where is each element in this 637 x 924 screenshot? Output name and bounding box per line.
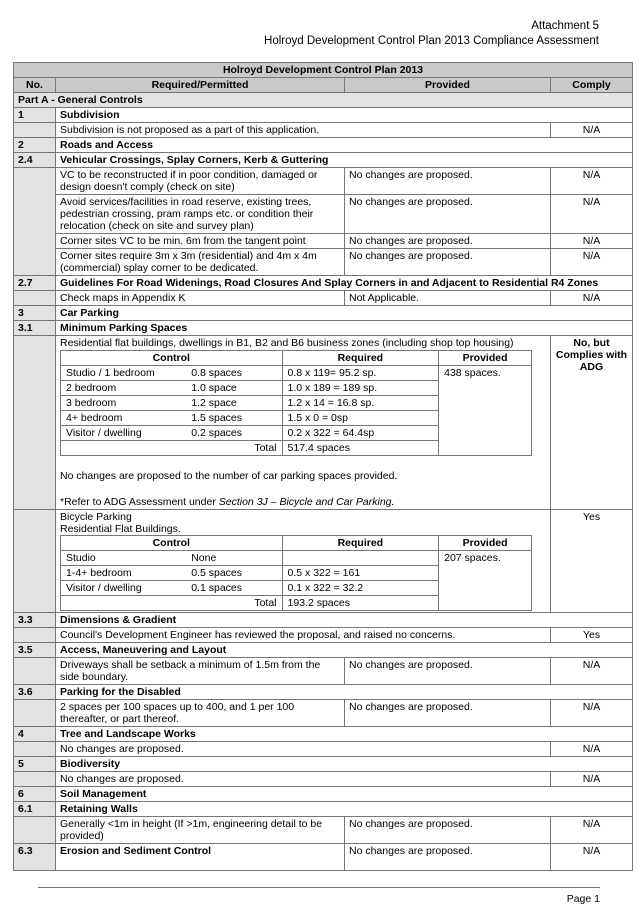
required-text: Subdivision is not proposed as a part of this application. [56, 123, 551, 138]
required-calc: 0.2 x 322 = 64.4sp [282, 426, 439, 441]
document-title: Holroyd Development Control Plan 2013 Compliance Assessment [264, 35, 599, 47]
table-row [14, 844, 633, 871]
section-title: Minimum Parking Spaces [56, 321, 633, 336]
required-calc: 0.5 x 322 = 161 [282, 566, 439, 581]
comply-value: N/A [551, 772, 633, 787]
required-text: No changes are proposed. [56, 742, 551, 757]
bicycle-parking-table [60, 535, 532, 611]
bicycle-rate: 0.1 spaces [186, 581, 282, 596]
col-header-comply: Comply [551, 78, 633, 93]
section-title: Car Parking [56, 306, 633, 321]
comply-value: N/A [551, 249, 633, 276]
comply-value: N/A [551, 700, 633, 727]
section-title: Biodiversity [56, 757, 633, 772]
provided-spaces: 438 spaces. [439, 366, 532, 456]
table-row [14, 336, 633, 510]
parking-rate: 1.2 space [186, 396, 282, 411]
footer-divider [38, 887, 600, 888]
required-text: Council's Development Engineer has reviewed the proposal, and raised no concerns. [56, 628, 551, 643]
provided-text: Not Applicable. [345, 291, 551, 306]
total-label: Total [61, 596, 283, 611]
dwelling-type: Studio [61, 551, 187, 566]
required-text: 2 spaces per 100 spaces up to 400, and 1 per 100 thereafter, or part thereof. [56, 700, 345, 727]
inner-header-required: Required [282, 351, 439, 366]
inner-header-control: Control [61, 351, 283, 366]
table-row [14, 195, 633, 234]
section-title: Access, Maneuvering and Layout [56, 643, 633, 658]
comply-value: Yes [551, 510, 633, 613]
comply-value: Yes [551, 628, 633, 643]
section-title: Retaining Walls [56, 802, 633, 817]
section-number: 3.5 [14, 643, 56, 658]
inner-header-required: Required [282, 536, 439, 551]
car-parking-table [60, 350, 532, 456]
bicycle-rate: None [186, 551, 282, 566]
required-calc: 1.5 x 0 = 0sp [282, 411, 439, 426]
dwelling-type: 2 bedroom [61, 381, 187, 396]
table-row [14, 817, 633, 844]
section-title: Soil Management [56, 787, 633, 802]
provided-text: No changes are proposed. [345, 249, 551, 276]
section-number: 3.6 [14, 685, 56, 700]
residential-heading: Residential flat buildings, dwellings in B1, B2 and B6 business zones (including shop top housing) [60, 337, 514, 349]
table-row [14, 510, 633, 613]
section-number: 3 [14, 306, 56, 321]
comply-value: N/A [551, 123, 633, 138]
comply-value: N/A [551, 168, 633, 195]
parking-rate: 0.2 spaces [186, 426, 282, 441]
section-number: 6.3 [14, 844, 56, 871]
adg-reference-note: *Refer to ADG Assessment under Section 3J – Bicycle and Car Parking. [60, 496, 395, 508]
required-text: Generally <1m in height (If >1m, engineering detail to be provided) [56, 817, 345, 844]
inner-header-control: Control [61, 536, 283, 551]
parking-rate: 1.0 space [186, 381, 282, 396]
col-header-no: No. [14, 78, 56, 93]
bicycle-heading: Bicycle Parking [60, 511, 132, 523]
total-value: 517.4 spaces [282, 441, 439, 456]
section-number: 2.7 [14, 276, 56, 291]
dwelling-type: 1-4+ bedroom [61, 566, 187, 581]
bicycle-rate: 0.5 spaces [186, 566, 282, 581]
inner-header-provided: Provided [439, 351, 532, 366]
parking-rate: 1.5 spaces [186, 411, 282, 426]
required-calc: 1.0 x 189 = 189 sp. [282, 381, 439, 396]
section-number: 4 [14, 727, 56, 742]
dwelling-type: 3 bedroom [61, 396, 187, 411]
table-row [14, 123, 633, 138]
section-number: 3.3 [14, 613, 56, 628]
section-number: 5 [14, 757, 56, 772]
section-title: Dimensions & Gradient [56, 613, 633, 628]
table-row [14, 168, 633, 195]
comply-value: N/A [551, 291, 633, 306]
compliance-table [13, 62, 633, 871]
attachment-label: Attachment 5 [531, 20, 599, 32]
required-text: Corner sites VC to be min. 6m from the tangent point [56, 234, 345, 249]
provided-text: No changes are proposed. [345, 700, 551, 727]
part-heading: Part A - General Controls [14, 93, 633, 108]
dwelling-type: Visitor / dwelling [61, 426, 187, 441]
section-number: 1 [14, 108, 56, 123]
comply-value: N/A [551, 742, 633, 757]
total-value: 193.2 spaces [282, 596, 439, 611]
required-text: Avoid services/facilities in road reserve, existing trees, pedestrian crossing, pram ramps etc. or condition their relocation (check on site and survey plan) [56, 195, 345, 234]
dwelling-type: Visitor / dwelling [61, 581, 187, 596]
required-text: Check maps in Appendix K [56, 291, 345, 306]
required-text: Driveways shall be setback a minimum of 1.5m from the side boundary. [56, 658, 345, 685]
table-row [14, 700, 633, 727]
section-title: Subdivision [56, 108, 633, 123]
comply-value: N/A [551, 234, 633, 249]
required-text: VC to be reconstructed if in poor condition, damaged or design doesn't comply (check on site) [56, 168, 345, 195]
section-number: 6.1 [14, 802, 56, 817]
bicycle-subheading: Residential Flat Buildings. [60, 523, 181, 535]
provided-text: No changes are proposed. [345, 195, 551, 234]
section-title: Parking for the Disabled [56, 685, 633, 700]
table-row [14, 291, 633, 306]
comply-value: N/A [551, 658, 633, 685]
table-title: Holroyd Development Control Plan 2013 [14, 63, 633, 78]
required-text: No changes are proposed. [56, 772, 551, 787]
comply-value: N/A [551, 844, 633, 871]
provided-text: No changes are proposed. [345, 844, 551, 871]
provided-text: No changes are proposed. [345, 234, 551, 249]
table-row [14, 742, 633, 757]
required-calc: 0.8 x 119= 95.2 sp. [282, 366, 439, 381]
col-header-required: Required/Permitted [56, 78, 345, 93]
section-title: Tree and Landscape Works [56, 727, 633, 742]
provided-text: No changes are proposed. [345, 168, 551, 195]
comply-value: N/A [551, 817, 633, 844]
required-calc: 0.1 x 322 = 32.2 [282, 581, 439, 596]
section-number: 2.4 [14, 153, 56, 168]
comply-value: No, but Complies with ADG [551, 336, 633, 510]
required-calc [282, 551, 439, 566]
provided-text: No changes are proposed. [345, 658, 551, 685]
inner-header-provided: Provided [439, 536, 532, 551]
provided-text: No changes are proposed. [345, 817, 551, 844]
section-title: Guidelines For Road Widenings, Road Closures And Splay Corners in and Adjacent to Residential R4 Zones [56, 276, 633, 291]
parking-rate: 0.8 spaces [186, 366, 282, 381]
section-title: Erosion and Sediment Control [56, 844, 345, 871]
comply-value: N/A [551, 195, 633, 234]
section-number: 3.1 [14, 321, 56, 336]
table-row [14, 772, 633, 787]
section-title: Vehicular Crossings, Splay Corners, Kerb & Guttering [56, 153, 633, 168]
dwelling-type: 4+ bedroom [61, 411, 187, 426]
total-label: Total [61, 441, 283, 456]
table-row [14, 234, 633, 249]
col-header-provided: Provided [345, 78, 551, 93]
section-number: 2 [14, 138, 56, 153]
provided-spaces: 207 spaces. [439, 551, 532, 611]
table-row [14, 658, 633, 685]
dwelling-type: Studio / 1 bedroom [61, 366, 187, 381]
required-calc: 1.2 x 14 = 16.8 sp. [282, 396, 439, 411]
page-number: Page 1 [566, 893, 600, 905]
required-text: Corner sites require 3m x 3m (residential) and 4m x 4m (commercial) splay corner to be dedicated. [56, 249, 345, 276]
section-number: 6 [14, 787, 56, 802]
section-title: Roads and Access [56, 138, 633, 153]
table-row [14, 249, 633, 276]
table-row [14, 628, 633, 643]
parking-note: No changes are proposed to the number of car parking spaces provided. [60, 470, 398, 482]
